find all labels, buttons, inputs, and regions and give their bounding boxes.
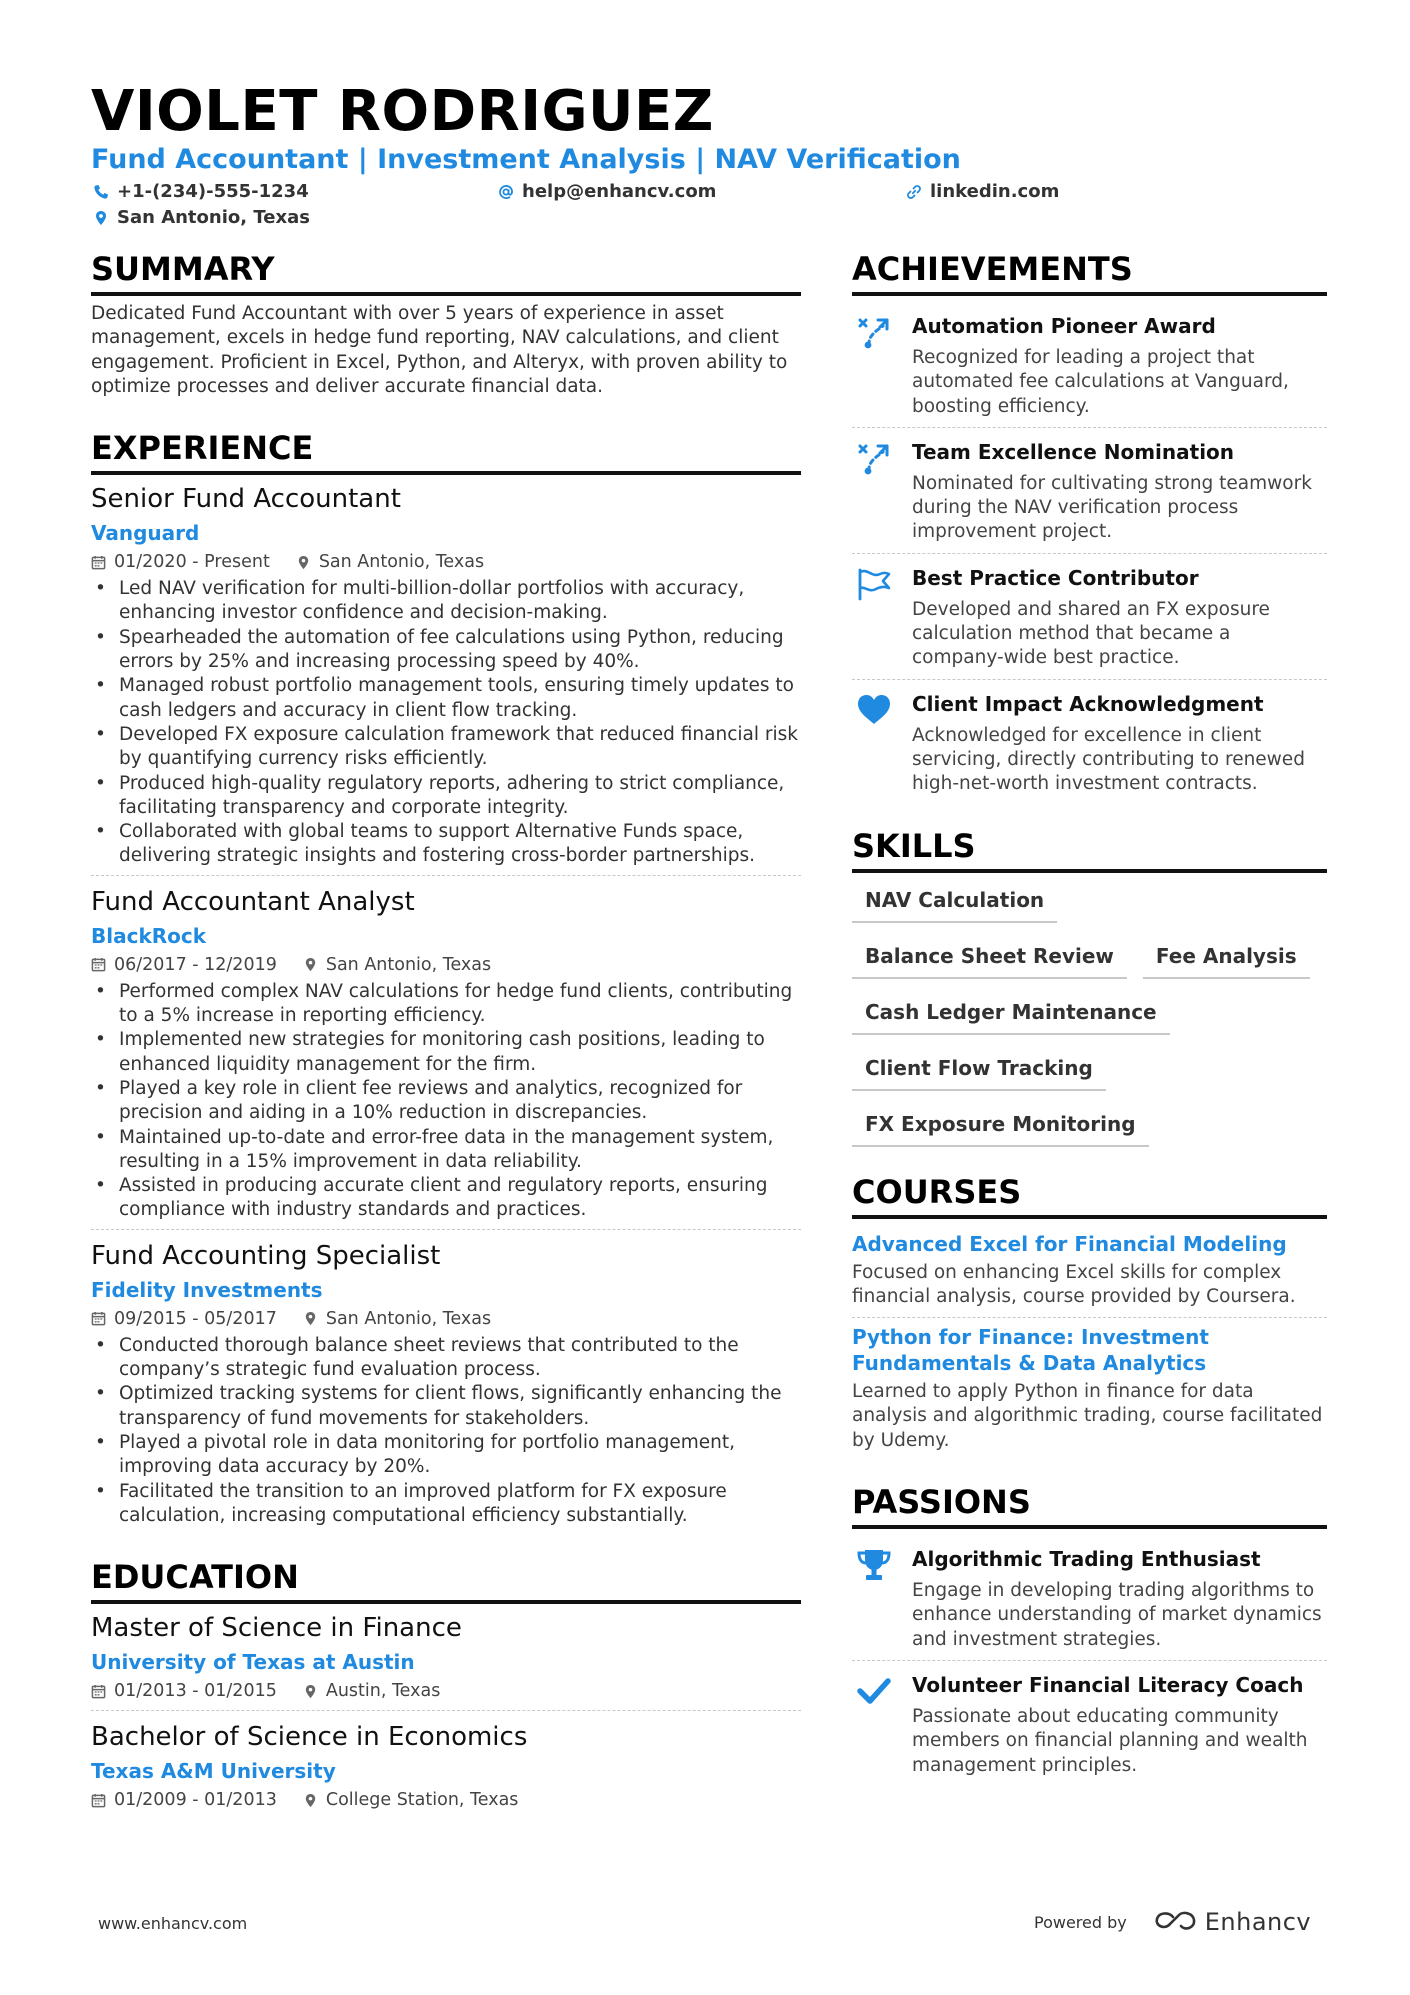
passions-heading: PASSIONS [852, 1481, 1327, 1529]
job-meta [91, 1306, 801, 1332]
education-dates-text: 01/2013 - 01/2015 [114, 1681, 277, 1702]
skills-list [852, 881, 1327, 1147]
candidate-tagline: Fund Accountant | Investment Analysis | NAV Verification [91, 144, 961, 175]
flag-icon [852, 564, 896, 671]
job-bullets [91, 1334, 801, 1528]
degree-title: Bachelor of Science in Economics [91, 1722, 528, 1753]
education-dates [91, 1678, 277, 1704]
achievements-title: Client Impact Acknowledgment [912, 691, 1264, 716]
passions-description: Engage in developing trading algorithms to enhance understanding of market dynamics and investment strategies. [912, 1580, 1322, 1650]
courses-list [852, 1225, 1327, 1461]
achievements-body [912, 438, 1327, 545]
location-text: San Antonio, Texas [117, 207, 310, 228]
education-location-text: College Station, Texas [325, 1790, 519, 1811]
powered-by-text: Powered by [1034, 1912, 1127, 1932]
job-title: Fund Accounting Specialist [91, 1240, 441, 1271]
enhancv-logo[interactable] [1153, 1908, 1311, 1936]
achievements-title: Team Excellence Nomination [912, 439, 1235, 464]
email-text: help@enhancv.com [522, 181, 717, 202]
skill-tag: Fee Analysis [1143, 937, 1310, 979]
course-description: Focused on enhancing Excel skills for complex financial analysis, course provided by Coursera. [852, 1261, 1296, 1307]
achievements-list [852, 302, 1327, 805]
job-bullet: • Played a pivotal role in data monitoring for portfolio management, improving data accuracy by 20%. [91, 1431, 801, 1480]
contact-location [93, 206, 310, 230]
job-bullet: • Assisted in producing accurate client and regulatory reports, ensuring compliance with industry standards and practices. [91, 1174, 801, 1223]
check-icon [852, 1671, 896, 1778]
contact-email[interactable] [498, 180, 716, 204]
course-item [852, 1225, 1327, 1319]
passions-title: Volunteer Financial Literacy Coach [912, 1672, 1304, 1697]
achievements-item [852, 428, 1327, 554]
courses-heading: COURSES [852, 1171, 1327, 1219]
job-dates [91, 549, 270, 575]
job-bullet: • Played a key role in client fee reviews and analytics, recognized for precision and aiding in a 10% reduction in discrepancies. [91, 1077, 801, 1126]
job-location-text: San Antonio, Texas [325, 954, 492, 975]
achievements-body [912, 312, 1327, 419]
enhancv-logo-icon [1153, 1911, 1199, 1933]
school-name: Texas A&M University [91, 1759, 336, 1784]
calendar-icon [91, 1311, 106, 1326]
achievements-description: Recognized for leading a project that automated fee calculations at Vanguard, boosting efficiency. [912, 347, 1289, 417]
phone-icon [93, 184, 109, 200]
experience-item [91, 481, 801, 876]
skill-tag: Balance Sheet Review [852, 937, 1127, 979]
job-location [303, 1306, 491, 1332]
job-bullets [91, 980, 801, 1223]
achievements-title: Automation Pioneer Award [912, 314, 1216, 338]
location-pin-icon [303, 1684, 318, 1699]
achievements-description: Nominated for cultivating strong teamwork during the NAV verification process improvement project. [912, 472, 1312, 543]
job-meta [91, 549, 801, 575]
company-name: Fidelity Investments [91, 1277, 323, 1302]
summary-text: Dedicated Fund Accountant with over 5 years of experience in asset management, excels in hedge fund reporting, NAV calculations, and client engagement. Proficient in Excel, Python, and Alteryx, with proven ability to optimize processes and deliver accurate financial data. [91, 303, 788, 397]
job-meta [91, 952, 801, 978]
job-bullet: • Managed robust portfolio management tools, ensuring timely updates to cash ledgers and accuracy in client flow tracking. [91, 674, 801, 723]
achievements-item [852, 302, 1327, 428]
job-dates [91, 952, 277, 978]
location-pin-icon [303, 1311, 318, 1326]
education-item [91, 1610, 801, 1711]
education-list [91, 1610, 801, 1819]
right-column [852, 248, 1327, 1786]
education-item [91, 1719, 801, 1819]
passions-body [912, 1671, 1327, 1778]
summary-heading: SUMMARY [91, 248, 801, 296]
job-location [296, 549, 484, 575]
education-meta [91, 1787, 801, 1813]
education-location [303, 1787, 519, 1813]
job-bullet: • Produced high-quality regulatory reports, adhering to strict compliance, facilitating transparency and corporate integrity. [91, 772, 801, 821]
candidate-name: VIOLET RODRIGUEZ [91, 79, 714, 144]
passions-item [852, 1661, 1327, 1786]
job-location-text: San Antonio, Texas [325, 1308, 492, 1329]
at-icon [498, 184, 514, 200]
education-dates-text: 01/2009 - 01/2013 [114, 1790, 277, 1811]
company-name: BlackRock [91, 923, 207, 948]
job-location [303, 952, 491, 978]
education-heading: EDUCATION [91, 1556, 801, 1604]
job-bullet: • Facilitated the transition to an improved platform for FX exposure calculation, increasing computational efficiency substantially. [91, 1480, 801, 1529]
job-title: Senior Fund Accountant [91, 484, 401, 515]
footer-brand [1034, 1908, 1311, 1936]
contact-phone[interactable] [93, 180, 309, 204]
education-location-text: Austin, Texas [325, 1681, 441, 1702]
achievements-heading: ACHIEVEMENTS [852, 248, 1327, 296]
experience-item [91, 884, 801, 1230]
job-bullet: • Developed FX exposure calculation framework that reduced financial risk by quantifying currency risks efficiently. [91, 723, 801, 772]
job-dates-text: 06/2017 - 12/2019 [114, 954, 277, 975]
job-location-text: San Antonio, Texas [318, 552, 485, 573]
calendar-icon [91, 1684, 106, 1699]
company-name: Vanguard [91, 521, 200, 546]
skill-tag: FX Exposure Monitoring [852, 1105, 1149, 1147]
passions-list [852, 1535, 1327, 1786]
achievements-body [912, 564, 1327, 671]
passions-body [912, 1545, 1327, 1652]
passions-title: Algorithmic Trading Enthusiast [912, 1547, 1261, 1572]
degree-title: Master of Science in Finance [91, 1613, 462, 1644]
job-bullet: • Collaborated with global teams to support Alternative Funds space, delivering strategic insights and fostering cross-border partnerships. [91, 820, 801, 869]
job-bullets [91, 577, 801, 869]
job-bullet: • Performed complex NAV calculations for hedge fund clients, contributing to a 5% increase in reporting efficiency. [91, 980, 801, 1029]
strategy-icon [852, 438, 896, 545]
job-bullet: • Conducted thorough balance sheet reviews that contributed to the company’s strategic fund evaluation process. [91, 1334, 801, 1383]
job-bullet: • Led NAV verification for multi-billion-dollar portfolios with accuracy, enhancing investor confidence and decision-making. [91, 577, 801, 626]
course-item [852, 1318, 1327, 1461]
heart-icon [852, 690, 896, 797]
experience-heading: EXPERIENCE [91, 427, 801, 475]
job-dates-text: 09/2015 - 05/2017 [114, 1308, 277, 1329]
job-bullet: • Optimized tracking systems for client flows, significantly enhancing the transparency of fund movements for stakeholders. [91, 1382, 801, 1431]
achievements-item [852, 680, 1327, 805]
location-pin-icon [93, 210, 109, 226]
experience-item [91, 1238, 801, 1534]
location-pin-icon [296, 555, 311, 570]
link-icon [906, 184, 922, 200]
education-location [303, 1678, 441, 1704]
skill-tag: NAV Calculation [852, 881, 1057, 923]
course-title[interactable]: Python for Finance: Investment Fundamentals & Data Analytics [852, 1325, 1209, 1376]
achievements-title: Best Practice Contributor [912, 565, 1199, 590]
experience-list [91, 481, 801, 1534]
achievements-item [852, 554, 1327, 680]
job-bullet: • Implemented new strategies for monitoring cash positions, leading to enhanced liquidity management for the firm. [91, 1028, 801, 1077]
location-pin-icon [303, 1793, 318, 1808]
course-title[interactable]: Advanced Excel for Financial Modeling [852, 1231, 1287, 1256]
calendar-icon [91, 1793, 106, 1808]
education-dates [91, 1787, 277, 1813]
calendar-icon [91, 555, 106, 570]
trophy-icon [852, 1545, 896, 1652]
phone-text: +1-(234)-555-1234 [117, 181, 309, 202]
calendar-icon [91, 957, 106, 972]
achievements-body [912, 690, 1327, 797]
left-column [91, 248, 801, 1827]
job-dates-text: 01/2020 - Present [114, 552, 270, 573]
passions-description: Passionate about educating community members on financial planning and wealth management principles. [912, 1705, 1308, 1776]
skill-tag: Cash Ledger Maintenance [852, 993, 1170, 1035]
job-bullet: • Spearheaded the automation of fee calculations using Python, reducing errors by 25% and increasing processing speed by 40%. [91, 626, 801, 675]
location-pin-icon [303, 957, 318, 972]
achievements-description: Developed and shared an FX exposure calculation method that became a company-wide best practice. [912, 598, 1270, 669]
skill-tag: Client Flow Tracking [852, 1049, 1106, 1091]
job-bullet: • Maintained up-to-date and error-free data in the management system, resulting in a 15% improvement in data reliability. [91, 1126, 801, 1175]
course-description: Learned to apply Python in finance for data analysis and algorithmic trading, course facilitated by Udemy. [852, 1381, 1323, 1451]
school-name: University of Texas at Austin [91, 1650, 415, 1675]
job-dates [91, 1306, 277, 1332]
footer-website[interactable]: www.enhancv.com [98, 1914, 248, 1933]
enhancv-logo-text: Enhancv [1204, 1908, 1312, 1936]
skills-heading: SKILLS [852, 825, 1327, 873]
strategy-icon [852, 312, 896, 419]
passions-item [852, 1535, 1327, 1661]
linkedin-text: linkedin.com [930, 181, 1060, 202]
contact-linkedin[interactable] [906, 180, 1059, 204]
education-meta [91, 1678, 801, 1704]
achievements-description: Acknowledged for excellence in client servicing, directly contributing to renewed high-net-worth investment contracts. [912, 724, 1305, 795]
job-title: Fund Accountant Analyst [91, 886, 415, 917]
